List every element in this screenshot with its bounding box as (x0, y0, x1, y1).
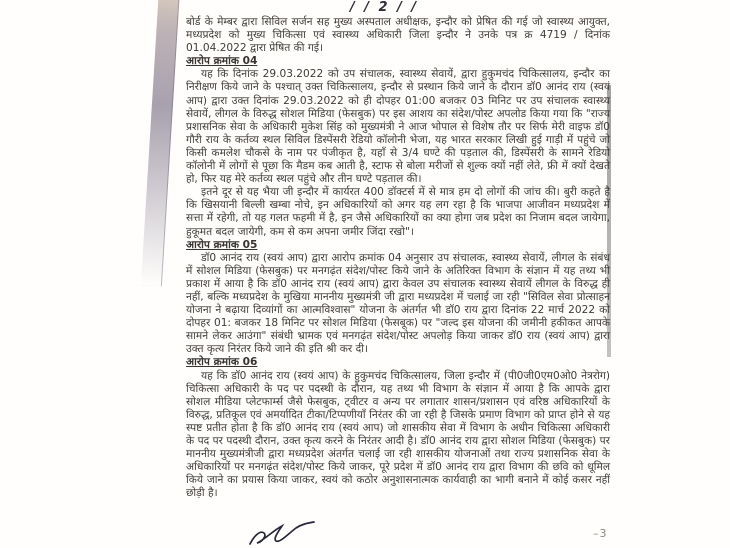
handwritten-page-number: / / 2 / / (350, 0, 419, 15)
page-fold-shadow (141, 0, 180, 286)
paragraph: यह कि दिनांक 29.03.2022 को उप संचालक, स्वास्थ्य सेवायें, द्वारा हुकुमचंद चिकित्सालय, इन्दौर का निरीक्षण किये जाने के पश्चात् उक्त चिकित्सालय, इन्दौर से प्रस्थान किये जाने के दौरान डॉ0 आनंद राय (स्वयं आप) द्वारा उक्त दिनांक 29.03.2022 को ही दोपहर 01:00 बजकर 03 मिनिट पर उप संचालक स्वास्थ्य सेवायें, लीगल के विरुद्ध सोशल मिडिया (फेसबुक) पर इस आशय का संदेश/पोस्ट अपलोड किया गया कि "राज्य प्रशासनिक सेवा के अधिकारी मुकेश सिंह को मुख्यमंत्री ने आज भोपाल से विशेष तौर पर सिर्फ मेरी वाइफ डॉ0 गौरी राय के कर्तव्य स्थल सिविल डिस्पेंसरी रेडियो कॉलोनी भेजा, यह भारत सरकार लिखी हुई गाड़ी में पहुंचे जो किसी कमलेश चौकसे के नाम पर पंजीकृत है, यहाँ से 3/4 घण्टे की पड़ताल की, डिस्पेंसरी के सामने रेडियो कॉलोनी में लोगों से पूछा कि मैडम कब आती है, स्टाफ से बोला मरीजों से शुल्क क्यों नहीं लेते, फ्री में क्यों देखते हो, फिर यह मेरे कर्तव्य स्थल पहुंचे और तीन घण्टे पड़ताल की। (186, 68, 610, 186)
intro-paragraph: बोर्ड के मेम्बर द्वारा सिविल सर्जन सह मुख्य अस्पताल अधीक्षक, इन्दौर को प्रेषित की गई जो स्वास्थ्य आयुक्त, मध्यप्रदेश को मुख्य चिकित्सा एवं स्वास्थ्य अधिकारी जिला इन्दौर ने उनके पत्र क्र 4719 / दिनांक 01.04.2022 द्वारा प्रेषित की गई। (186, 16, 610, 55)
section-heading-charge-04: आरोप क्रमांक 04 (186, 55, 258, 68)
paragraph: यह कि डॉ0 आनंद राय (स्वयं आप) के हुकुमचंद चिकित्सालय, जिला इन्दौर में (पी0जी0एम0ओ0 नेत्ररोग) चिकित्सा अधिकारी के पद पर पदस्थी के दौरान, यह तथ्य भी विभाग के संज्ञान में आया है कि आपके द्वारा सोशल मीडिया प्लेटफार्म्स जैसे फेसबुक, ट्वीटर व अन्य पर लगातार शासन/प्रशासन एवं वरिष्ठ अधिकारियों के विरुद्ध, प्रतिकूल एवं अमर्यादित टीका/टिप्पणीयाँ निरंतर की जा रही है जिसके प्रमाण विभाग को प्राप्त होने से यह स्पष्ट प्रतीत होता है कि डॉ0 आनंद राय (स्वयं आप) जो शासकीय सेवा में विभाग के अधीन चिकित्सा अधिकारी के पद पर पदस्थी दौरान, उक्त कृत्य करने के निरंतर आदी है। डॉ0 आनंद राय द्वारा सोशल मिडिया (फेसबुक) पर माननीय मुख्यमंत्रीजी द्वारा मध्यप्रदेश अंतर्गत चलाई जा रही शासकीय योजनाओं तथा राज्य प्रशासनिक सेवा के अधिकारियों पर मनगढ़ंत संदेश/पोस्ट किये जाकर, पूरे प्रदेश में डॉ0 आनंद राय द्वारा विभाग की छवि को धूमिल किये जाने का प्रयास किया जाकर, स्वयं को कठोर अनुशासनात्मक कार्यवाही का भागी बनाने में कोई कसर नहीं छोड़ी है। (186, 369, 610, 500)
section-heading-charge-05: आरोप क्रमांक 05 (186, 238, 258, 251)
section-heading-charge-06: आरोप क्रमांक 06 (186, 356, 258, 369)
paragraph: इतने दूर से यह भैया जी इन्दौर में कार्यरत 400 डॉक्टर्स में से मात्र हम दो लोगों की जांच की। बुरी कहते है कि खिसयानी बिल्ली खम्बा नोचे, इन अधिकारियों को अगर यह लग रहा है कि भाजपा आजीवन मध्यप्रदेश में सत्ता में रहेगी, तो यह गलत फहमी में है, इन जैसे अधिकारियों का क्या होगा जब प्रदेश का निजाम बदल जायेगा, हुकूमत बदल जायेगी, कम से कम अपना जमीर जिंदा रखो"। (186, 186, 610, 238)
corner-page-mark: –3 (593, 527, 608, 540)
document-body (186, 16, 610, 500)
handwritten-signature (246, 520, 318, 548)
paragraph: डॉ0 आनंद राय (स्वयं आप) द्वारा आरोप क्रमांक 04 अनुसार उप संचालक, स्वास्थ्य सेवायें, लीगल के संबंध में सोशल मिडिया (फेसबुक) पर मनगढ़ंत संदेश/पोस्ट किये जाने के अतिरिक्त विभाग के संज्ञान में यह तथ्य भी प्रकाश में आया है कि डॉ0 आनंद राय (स्वयं आप) द्वारा केवल उप संचालक स्वास्थ्य सेवायें लीगल के विरुद्ध ही नहीं, बल्कि मध्यप्रदेश के मुखिया माननीय मुख्यमंत्री जी द्वारा मध्यप्रदेश में चलाई जा रही "सिविल सेवा प्रोत्साहन योजना ने बढ़ाया दिव्यांगों का आत्मविश्वास" योजना के अंतर्गत भी डॉ0 राय द्वारा दिनांक 22 मार्च 2022 को दोपहर 01: बजकर 18 मिनिट पर सोशल मिडिया (फेसबूक) पर "जल्द इस योजना की जमीनी हकीकत आपके सामने लेकर आउंगा" संबंधी भ्रामक एवं मनगढ़ंत संदेश/पोस्ट अपलोड़ किया जाकर डॉ0 राय (स्वयं आप) द्वारा उक्त कृत्य निरंतर किये जाने की इति श्री कर दी। (186, 251, 610, 356)
